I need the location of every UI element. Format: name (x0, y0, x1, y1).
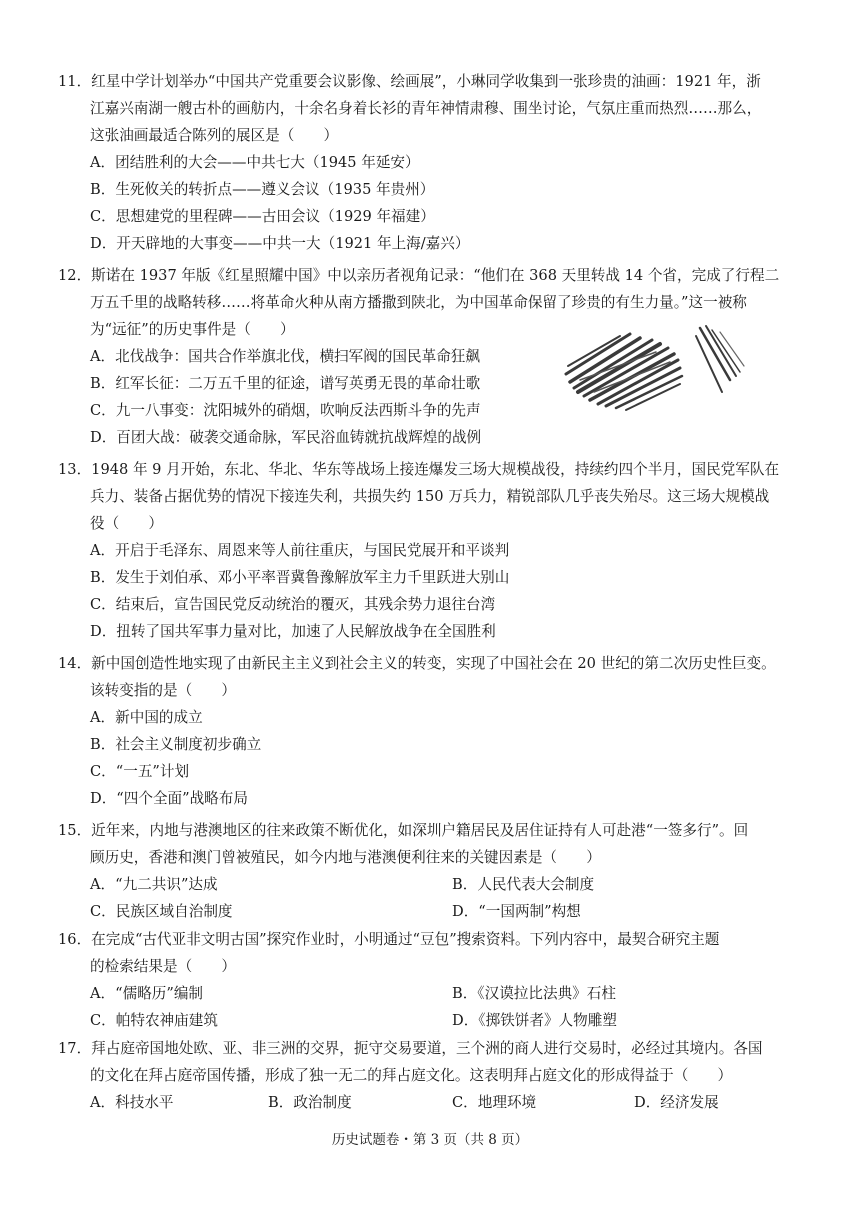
question-stem-line: 江嘉兴南湖一艘古朴的画舫内，十余名身着长衫的青年神情肃穆、围坐讨论，气氛庄重而热烈……那么， (90, 100, 762, 117)
option-b: B．发生于刘伯承、邓小平率晋冀鲁豫解放军主力千里跃进大别山 (90, 569, 510, 586)
question-stem-line: 17．拜占庭帝国地处欧、亚、非三洲的交界，扼守交易要道，三个洲的商人进行交易时，必经过其境内。各国 (58, 1040, 763, 1057)
option-d: D．开天辟地的大事变——中共一大（1921 年上海/嘉兴） (90, 235, 470, 252)
option-c: C．帕特农神庙建筑 (90, 1012, 218, 1029)
question-11 (58, 68, 806, 257)
question-stem-line: 这张油画最适合陈列的展区是（ ） (90, 127, 339, 144)
option-b: B．社会主义制度初步确立 (90, 736, 262, 753)
option-b: B．《汉谟拉比法典》石柱 (452, 985, 616, 1002)
option-d: D．《掷铁饼者》人物雕塑 (452, 1012, 617, 1029)
question-stem-line: 14．新中国创造性地实现了由新民主主义到社会主义的转变，实现了中国社会在 20 世纪的第二次历史性巨变。 (58, 655, 776, 672)
option-b: B．红军长征：二万五千里的征途，谱写英勇无畏的革命壮歌 (90, 375, 481, 392)
question-stem-line: 顾历史，香港和澳门曾被殖民，如今内地与港澳便利往来的关键因素是（ ） (90, 849, 601, 866)
question-17 (58, 1035, 806, 1116)
question-stem-line: 12．斯诺在 1937 年版《红星照耀中国》中以亲历者视角记录：“他们在 368 天里转战 14 个省，完成了行程二 (58, 267, 780, 284)
question-stem-line: 兵力、装备占据优势的情况下接连失利，共损失约 150 万兵力，精锐部队几乎丧失殆尽。这三场大规模战 (90, 488, 770, 505)
question-stem-line: 16．在完成“古代亚非文明古国”探究作业时，小明通过“豆包”搜索资料。下列内容中，最契合研究主题 (58, 931, 720, 948)
option-c: C．“一五”计划 (90, 763, 190, 780)
question-14 (58, 650, 806, 812)
option-d: D．百团大战：破袭交通命脉，军民浴血铸就抗战辉煌的战例 (90, 429, 482, 446)
option-c: C．九一八事变：沈阳城外的硝烟，吹响反法西斯斗争的先声 (90, 402, 481, 419)
option-d: D．“四个全面”战略布局 (90, 790, 248, 807)
option-b: B．政治制度 (268, 1094, 352, 1111)
option-b: B．生死攸关的转折点——遵义会议（1935 年贵州） (90, 181, 435, 198)
option-row (58, 1007, 806, 1034)
question-stem-line: 的检索结果是（ ） (90, 958, 236, 975)
option-a: A．科技水平 (90, 1094, 174, 1111)
option-row (58, 871, 806, 898)
question-stem-line: 15．近年来，内地与港澳地区的往来政策不断优化，如深圳户籍居民及居住证持有人可赴港“一签多行”。回 (58, 822, 749, 839)
option-a: A．新中国的成立 (90, 709, 203, 726)
option-b: B．人民代表大会制度 (452, 876, 595, 893)
option-d: D．经济发展 (634, 1094, 719, 1111)
question-stem-line: 11．红星中学计划举办“中国共产党重要会议影像、绘画展”，小琳同学收集到一张珍贵的油画：1921 年，浙 (58, 73, 761, 90)
option-row (58, 980, 806, 1007)
question-stem-line: 万五千里的战略转移……将革命火种从南方播撒到陕北，为中国革命保留了珍贵的有生力量。”这一被称 (90, 294, 747, 311)
option-d: D．扭转了国共军事力量对比，加速了人民解放战争在全国胜利 (90, 623, 496, 640)
option-a: A．北伐战争：国共合作举旗北伐，横扫军阀的国民革命狂飙 (90, 348, 480, 365)
option-c: C．思想建党的里程碑——古田会议（1929 年福建） (90, 208, 435, 225)
option-c: C．结束后，宣告国民党反动统治的覆灭，其残余势力退往台湾 (90, 596, 496, 613)
option-row (58, 898, 806, 925)
page-footer: 历史试题卷・第 3 页（共 8 页） (331, 1132, 529, 1148)
option-a: A．“九二共识”达成 (90, 876, 218, 893)
question-15 (58, 817, 806, 925)
question-stem-line: 13．1948 年 9 月开始，东北、华北、华东等战场上接连爆发三场大规模战役，持续约四个半月，国民党军队在 (58, 461, 780, 478)
question-16 (58, 926, 806, 1034)
option-row (58, 1089, 806, 1116)
option-c: C．地理环境 (452, 1094, 537, 1111)
question-13 (58, 456, 806, 645)
option-c: C．民族区域自治制度 (90, 903, 233, 920)
question-stem-line: 的文化在拜占庭帝国传播，形成了独一无二的拜占庭文化。这表明拜占庭文化的形成得益于（ ） (90, 1067, 733, 1084)
option-d: D．“一国两制”构想 (452, 903, 581, 920)
question-stem-line: 该转变指的是（ ） (90, 682, 236, 699)
question-stem-line: 为“远征”的历史事件是（ ） (90, 321, 295, 338)
question-stem-line: 役（ ） (90, 515, 163, 532)
option-a: A．开启于毛泽东、周恩来等人前往重庆，与国民党展开和平谈判 (90, 542, 510, 559)
pencil-scribble-illustration (560, 322, 750, 414)
option-a: A．“儒略历”编制 (90, 985, 204, 1002)
option-a: A．团结胜利的大会——中共七大（1945 年延安） (90, 154, 420, 171)
